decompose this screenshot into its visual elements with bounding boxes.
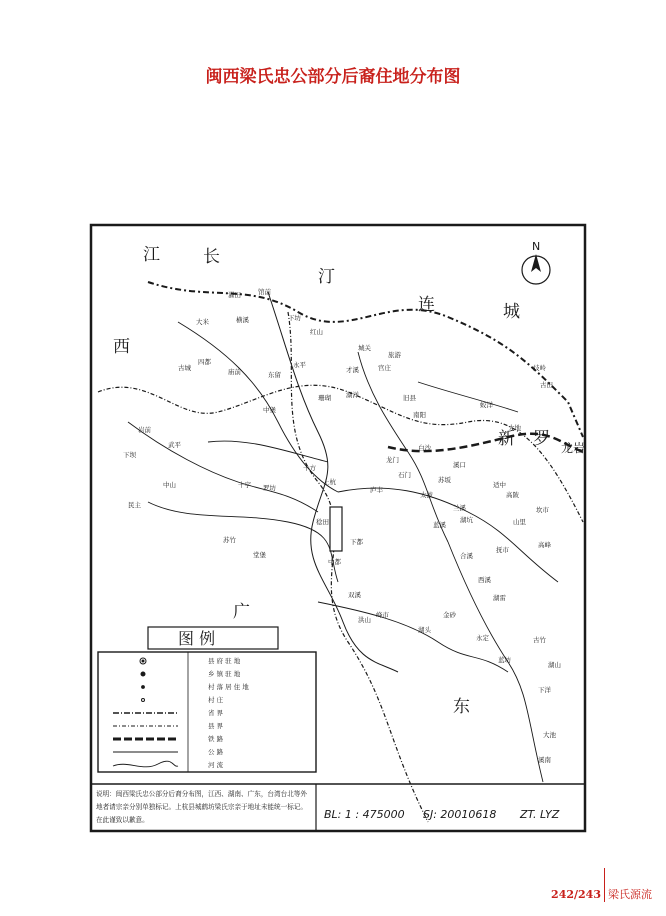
place-label: 馆前 — [258, 288, 271, 296]
place-label: 湖坑 — [460, 516, 473, 524]
region-label: 新 — [498, 429, 515, 449]
place-label: 武平 — [168, 441, 181, 449]
place-label: 高陂 — [506, 491, 519, 499]
place-label: 永平 — [293, 361, 306, 369]
place-label: 湖洋 — [346, 391, 359, 399]
place-label: 才溪 — [346, 366, 359, 374]
place-label: 旅游 — [388, 351, 401, 359]
map-scale: BL: 1 : 475000 — [324, 808, 405, 821]
map-note: 说明：闽西梁氏忠公部分后裔分布图，江西、湖南、广东，台湾台北等外地者请宗亲分别单独标记。上杭县城鹤坊梁氏宗亲于地址未能统一标记。在此谨致以歉意。 — [96, 790, 307, 824]
place-label: 苏坂 — [438, 476, 451, 484]
place-label: 中山 — [163, 481, 176, 489]
legend-row: 村 庄 — [208, 696, 224, 704]
place-label: 大米 — [196, 318, 209, 326]
place-label: 溪口 — [453, 461, 466, 469]
place-label: 西溪 — [478, 576, 491, 584]
place-label: 罗坊 — [263, 484, 276, 492]
legend-row: 铁 路 — [208, 735, 224, 743]
place-label: 湖雷 — [493, 594, 506, 602]
place-label: 横溪 — [236, 316, 249, 324]
place-label: 湖头 — [418, 626, 431, 634]
page-number: 242/243 — [551, 888, 601, 901]
place-label: 上杭 — [323, 478, 336, 486]
region-label: 西 — [113, 337, 130, 357]
place-label: 城关 — [358, 344, 371, 352]
place-label: 下坝 — [123, 451, 136, 459]
map-date-code: SJ: 20010618 — [423, 808, 497, 821]
place-label: 蛟洋 — [480, 401, 493, 409]
place-label: 永定 — [476, 634, 489, 642]
legend-title: 图 例 — [178, 629, 216, 648]
place-label: 下洋 — [538, 686, 551, 694]
place-label: 金砂 — [443, 611, 456, 619]
place-label: 民主 — [128, 501, 141, 509]
place-label: 古田 — [540, 381, 553, 389]
place-label: 四都 — [198, 358, 211, 366]
legend — [98, 627, 316, 772]
place-label: 苏竹 — [223, 536, 236, 544]
place-label: 十字 — [238, 481, 251, 489]
region-label: 东 — [453, 697, 470, 717]
clan-marker-box — [330, 507, 342, 551]
region-label: 江 — [143, 245, 160, 265]
region-label: 城 — [503, 302, 520, 322]
map-figure — [88, 222, 588, 834]
place-label: 下都 — [350, 538, 363, 546]
place-label: 大地 — [508, 424, 521, 432]
page-footer — [551, 868, 652, 902]
region-label: 长 — [203, 247, 220, 267]
place-label: 南阳 — [413, 411, 426, 419]
place-label: 濯田 — [228, 291, 241, 299]
region-label: 汀 — [318, 267, 335, 287]
place-label: 合溪 — [460, 552, 473, 560]
place-label: 兰溪 — [453, 504, 466, 512]
page-title: 闽西梁氏忠公部分后裔住地分布图 — [205, 67, 461, 87]
place-label: 溪南 — [538, 756, 551, 764]
place-label: 稔田 — [316, 518, 329, 526]
place-label: 中堡 — [263, 406, 276, 414]
legend-row: 省 界 — [208, 709, 224, 717]
county-boundary — [98, 385, 586, 522]
map-author-code: ZT. LYZ — [520, 808, 560, 821]
legend-row: 县 界 — [208, 722, 224, 730]
north-arrow — [522, 254, 550, 284]
place-label: 古城 — [178, 364, 191, 372]
place-label: 适中 — [493, 481, 506, 489]
place-label: 蓝坊 — [498, 656, 511, 664]
river-2 — [128, 422, 318, 512]
north-label: N — [532, 240, 541, 253]
place-label: 岩前 — [138, 426, 151, 434]
place-label: 古竹 — [533, 636, 546, 644]
place-label: 大池 — [543, 731, 556, 739]
place-label: 太拔 — [420, 491, 433, 499]
place-label: 珊瑚 — [318, 394, 331, 402]
place-label: 庐丰 — [370, 486, 383, 494]
place-label: 双溪 — [348, 591, 361, 599]
legend-row: 县 府 驻 地 — [208, 657, 241, 665]
place-label: 蓝溪 — [433, 521, 446, 529]
place-label: 红山 — [310, 328, 323, 336]
book-title: 梁氏源流 — [608, 888, 652, 901]
place-label: 坎市 — [536, 506, 549, 514]
region-label: 罗 — [533, 429, 550, 449]
region-label: 龙岩 — [561, 441, 586, 455]
place-label: 堂堡 — [253, 551, 266, 559]
place-label: 高峰 — [538, 541, 551, 549]
legend-row: 乡 镇 驻 地 — [208, 670, 241, 678]
place-label: 白沙 — [418, 444, 431, 452]
legend-row: 公 路 — [208, 748, 224, 756]
place-label: 中都 — [328, 558, 341, 566]
legend-row: 村 落 居 住 地 — [208, 683, 249, 691]
place-label: 湖山 — [548, 661, 561, 669]
place-label: 十方 — [303, 464, 316, 472]
region-label: 广 — [233, 602, 250, 622]
place-label: 洪山 — [358, 616, 371, 624]
place-label: 下坊 — [288, 314, 301, 322]
place-label: 抚市 — [496, 546, 509, 554]
footer-divider — [604, 868, 605, 902]
place-label: 歧岭 — [533, 364, 546, 372]
place-label: 庙前 — [228, 368, 241, 376]
region-label: 连 — [418, 295, 435, 315]
place-label: 官庄 — [378, 364, 391, 372]
legend-row: 河 流 — [208, 761, 224, 769]
place-label: 旧县 — [403, 394, 416, 402]
place-label: 峰市 — [376, 611, 389, 619]
place-label: 山里 — [513, 518, 526, 526]
place-label: 东留 — [268, 371, 281, 379]
place-label: 龙门 — [386, 456, 399, 464]
place-label: 石门 — [398, 471, 411, 479]
